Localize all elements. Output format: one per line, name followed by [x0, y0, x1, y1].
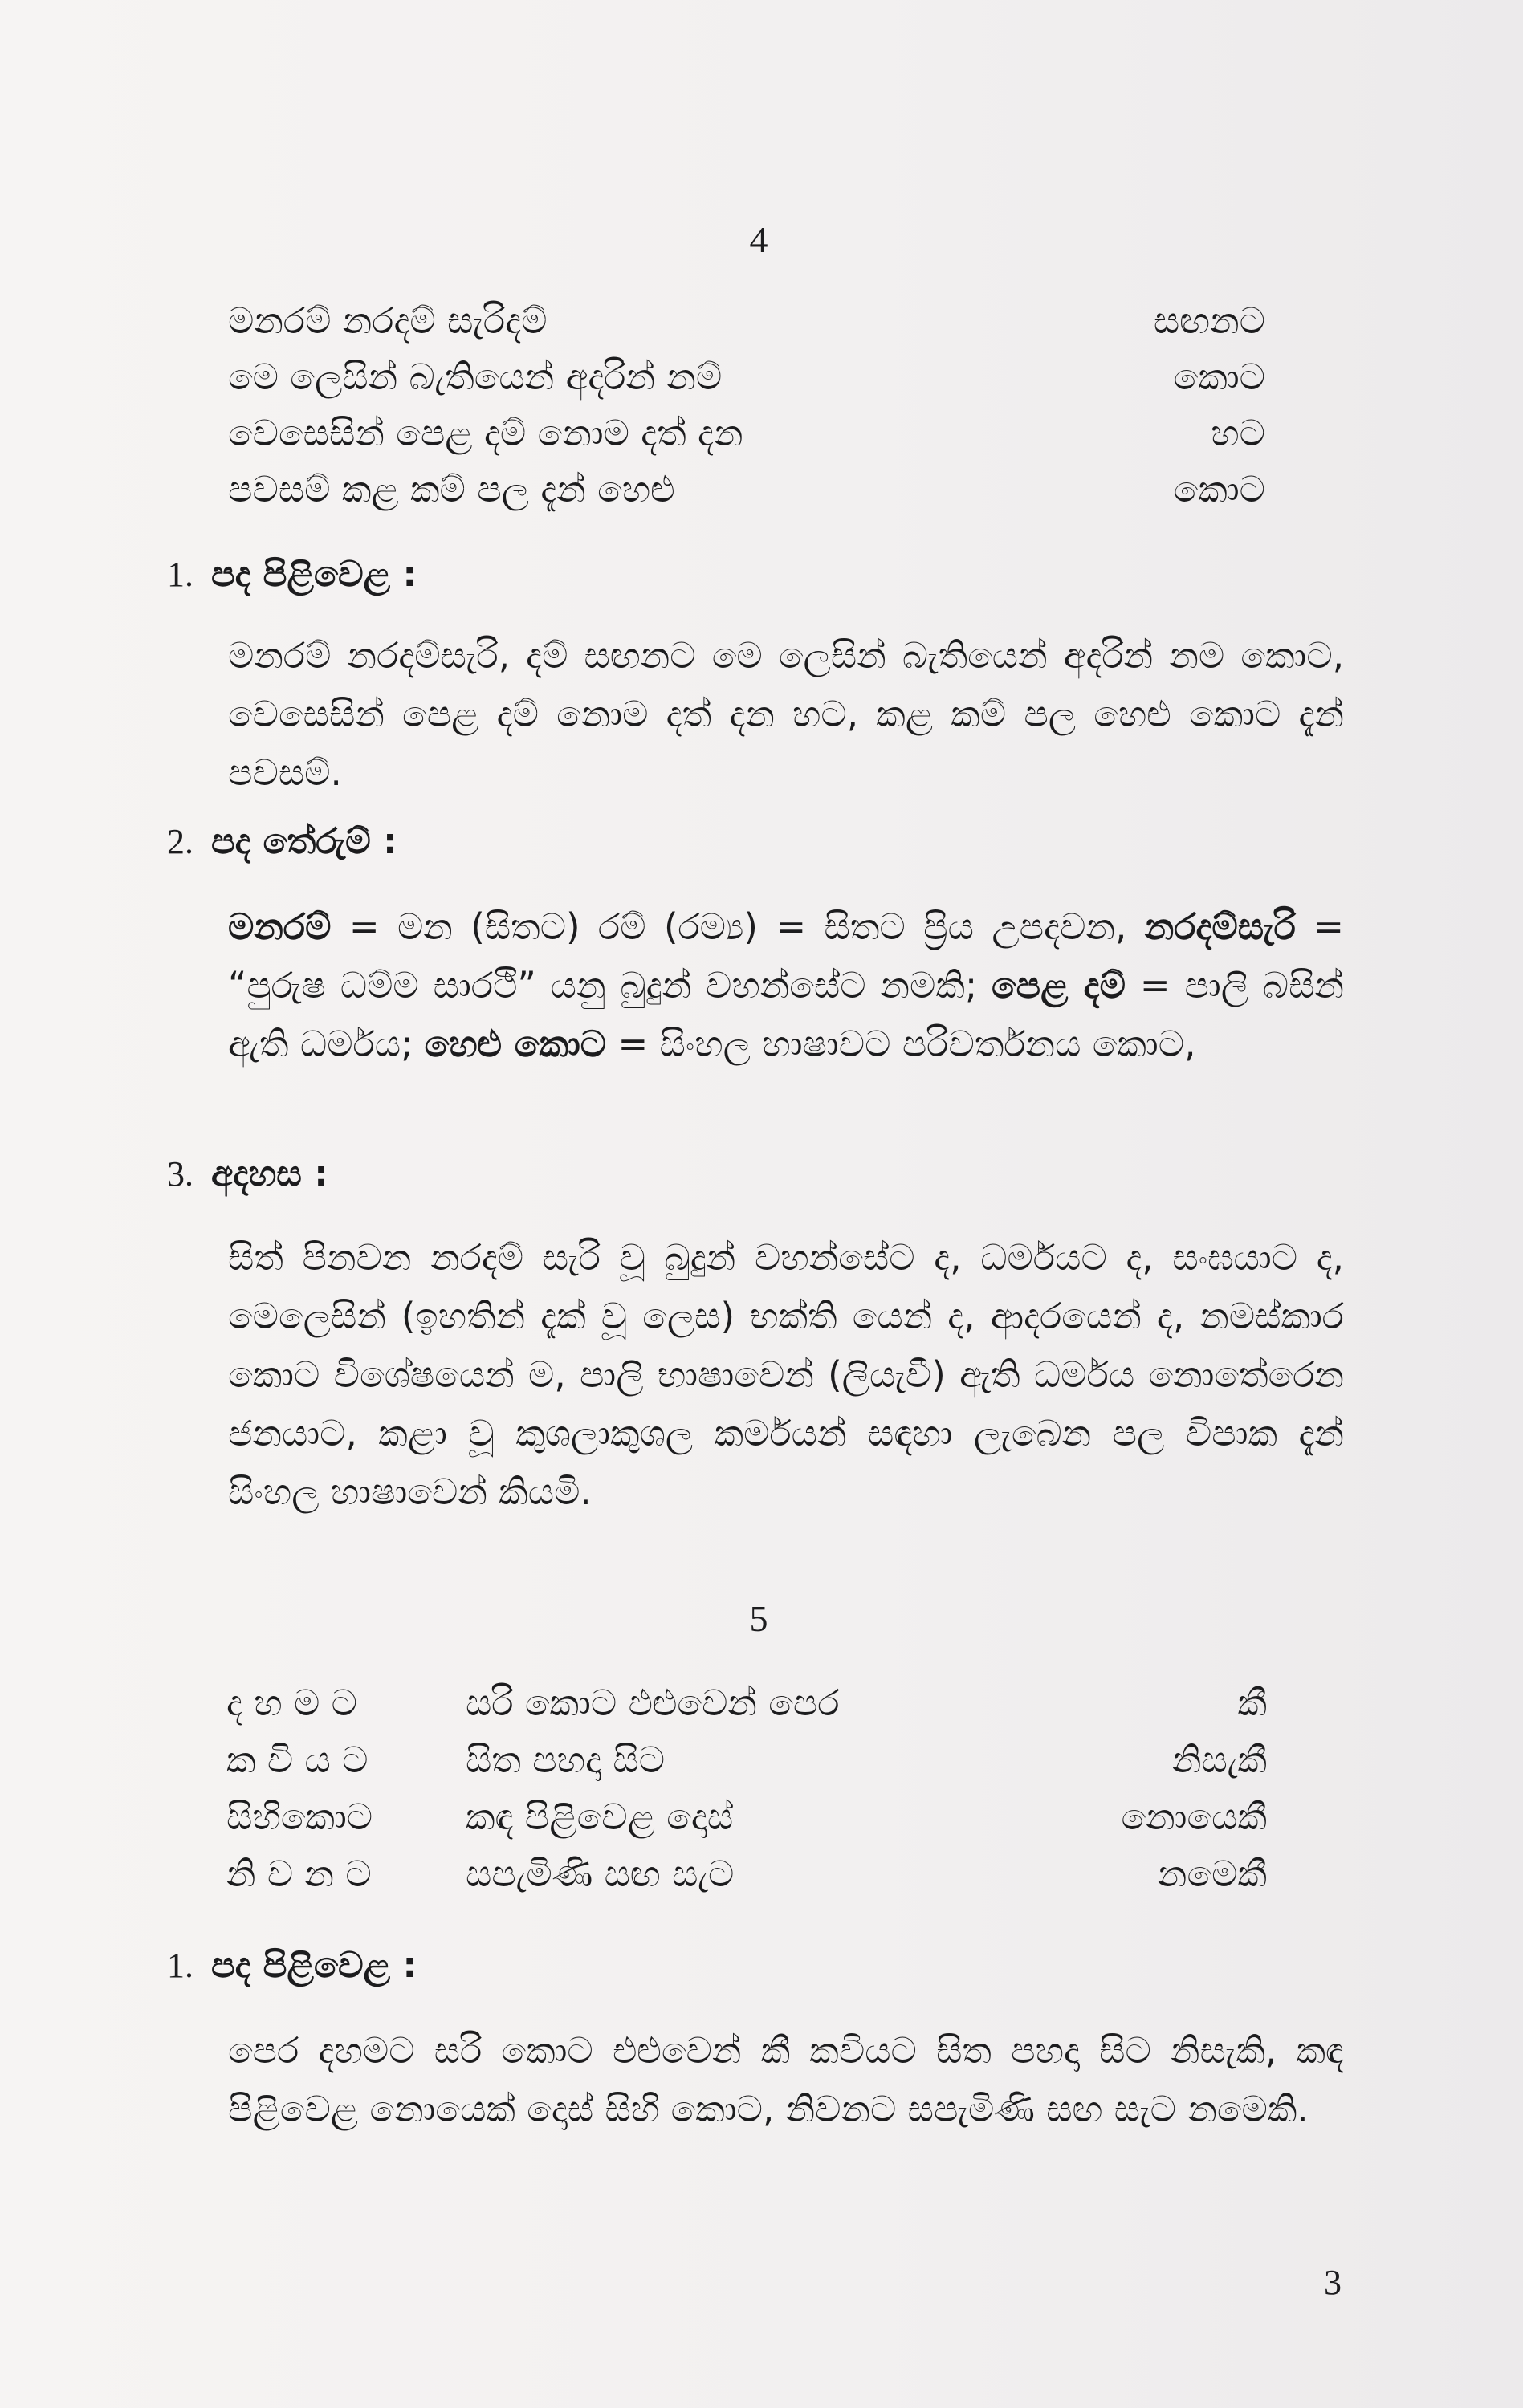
heading-number: 1.	[167, 555, 193, 594]
verse-line-left: පවසම් කළ කම් පල දැන් හෙළු	[228, 468, 675, 510]
glossary-definition: = පාලි බසින් ඇති ධර්මය;	[228, 964, 1344, 1065]
glossary-definition: = “පුරුෂ ධම්ම සාරථි” යනු බුදුන් වහන්සේට නමකි;	[228, 905, 1344, 1007]
page-number: 3	[1324, 2263, 1342, 2302]
verse-line-start: ක වි ය ට	[226, 1739, 369, 1781]
glossary-term: මනරම්	[228, 905, 332, 948]
glossary-term: නරදම්සැරි	[1144, 905, 1296, 948]
verse-line-left: මනරම් නරදම් සැරිදම්	[228, 299, 548, 342]
glossary-term: පෙළ දම්	[991, 964, 1126, 1007]
heading-number: 2.	[167, 822, 193, 861]
section-heading	[167, 554, 417, 595]
verse-line-start: ද හ ම ට	[226, 1682, 358, 1724]
heading-number: 3.	[167, 1154, 193, 1194]
section-heading	[167, 1153, 328, 1194]
verse-number: 5	[749, 1598, 768, 1639]
verse-line-middle: සපැමිණි සඟ සැට	[466, 1853, 735, 1895]
verse-line-end: නිසැකී	[1172, 1739, 1267, 1781]
verse-line-middle: සරි කොට එළුවෙන් පෙර	[466, 1682, 840, 1724]
section-heading	[167, 821, 397, 862]
verse-line-right: කොට	[1173, 356, 1265, 398]
verse-line-end: නොයෙකී	[1121, 1796, 1267, 1838]
meaning-paragraph	[228, 897, 1344, 1073]
verse-line-right: හට	[1211, 412, 1265, 454]
verse-line-left: වෙසෙසින් පෙළ දම් නොම දත් දන	[228, 412, 743, 454]
verse-line-end: නමෙකී	[1157, 1853, 1267, 1895]
verse-line-end: කී	[1237, 1682, 1267, 1724]
verse-line-left: මෙ ලෙසින් බැතියෙන් අදරින් නම්	[228, 356, 723, 398]
verse-line-middle: සිත පහදා සිට	[466, 1739, 666, 1781]
glossary-definition: = සිංහල භාෂාවට පරිවර්තනය කොට,	[606, 1023, 1196, 1065]
verse-line-right: කොට	[1173, 468, 1265, 510]
heading-text: පද පිළිවෙළ :	[211, 1945, 417, 1986]
heading-text: පද පිළිවෙළ :	[211, 554, 417, 595]
verse-line-start: සිහිකොට	[226, 1796, 373, 1838]
heading-text: පද තේරුම් :	[211, 821, 397, 862]
verse-line-start: නි ව න ට	[226, 1853, 372, 1895]
word-order-paragraph: මනරම් නරදම්සැරි, දම් සඟනට මෙ ලෙසින් බැතියෙන් අදරින් නම කොට, වෙසෙසින් පෙළ දම් නොම දත් දන හට, කළ කම් පල හෙළු කොට දැන් පවසම්.	[228, 634, 1344, 794]
word-order-paragraph: පෙර දහමට සරි කොට එළුවෙන් කී කවියට සිත පහදා සිට නිසැකි, කඳ පිළිවෙළ නොයෙක් දොස් සිහි කොට, නිවනට සපැමිණි සඟ සැට නමෙකි.	[228, 2029, 1344, 2130]
glossary-definition: = මන (සිතට) රම් (රම්‍ය) = සිතට ප්‍රිය උපදවන,	[331, 905, 1145, 948]
verse-line-middle: කඳ පිළිවෙළ දොස්	[466, 1796, 734, 1838]
section-heading	[167, 1945, 417, 1986]
explanation-paragraph: සිත් පිනවන නරදම් සැරි වූ බුදුන් වහන්සේට ද, ධර්මයට ද, සංඝයාට ද, මෙලෙසින් (ඉහතින් දැක් වූ ලෙස) භක්ති යෙන් ද, ආදරයෙන් ද, නමස්කාර කොට විශේෂයෙන් ම, පාලි භාෂාවෙන් (ලියැවී) ඇති ධර්මය නොතේරෙන ජනයාට, කළා වූ කුශලාකුශල කර්මයන් සඳහා ලැබෙන පල විපාක දැන් සිංහල භාෂාවෙන් කියමි.	[228, 1236, 1344, 1513]
verse-line-right: සඟනට	[1153, 299, 1265, 342]
heading-text: අදහස :	[211, 1153, 328, 1194]
glossary-term: හෙළු කොට	[424, 1023, 607, 1065]
verse-number: 4	[749, 219, 768, 260]
heading-number: 1.	[167, 1946, 193, 1985]
